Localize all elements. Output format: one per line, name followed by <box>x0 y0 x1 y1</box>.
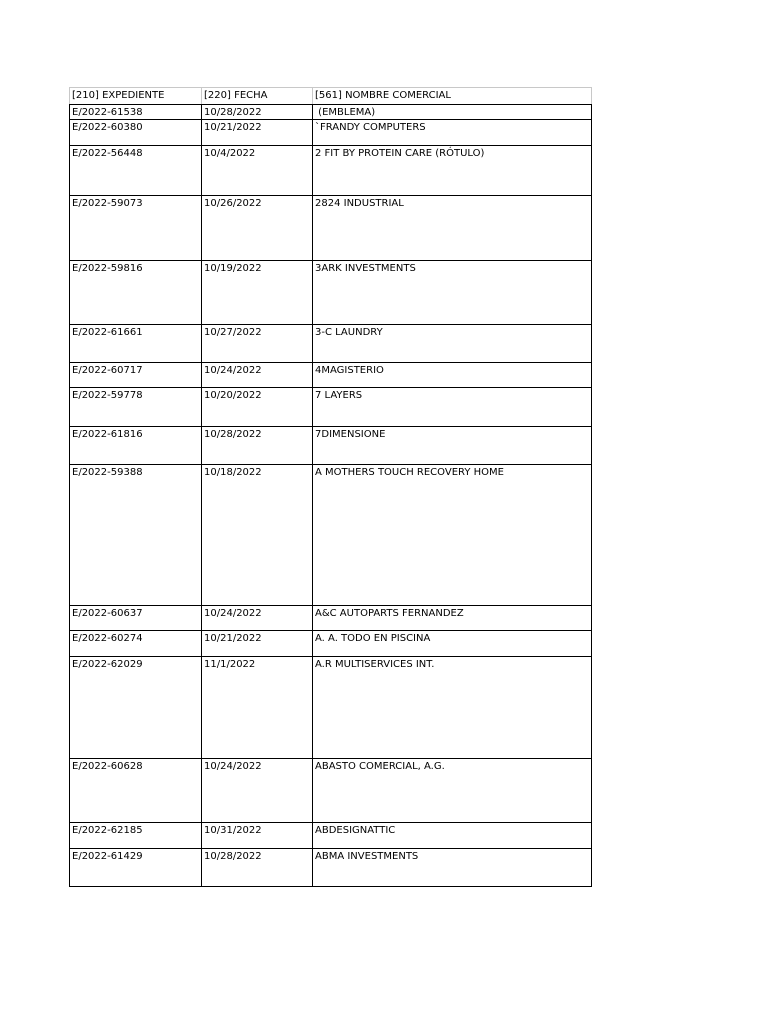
cell-nombre: ABDESIGNATTIC <box>313 823 592 849</box>
cell-expediente: E/2022-56448 <box>70 146 202 196</box>
table-header-row <box>70 88 592 105</box>
cell-fecha: 10/24/2022 <box>202 363 313 388</box>
table-row <box>70 196 592 261</box>
table-row <box>70 261 592 325</box>
header-fecha: [220] FECHA <box>202 88 313 105</box>
table-row <box>70 465 592 606</box>
cell-nombre: 4MAGISTERIO <box>313 363 592 388</box>
cell-fecha: 10/28/2022 <box>202 427 313 465</box>
cell-nombre: ABMA INVESTMENTS <box>313 849 592 887</box>
trademark-registry-table <box>69 87 592 887</box>
cell-fecha: 10/20/2022 <box>202 388 313 427</box>
cell-expediente: E/2022-62029 <box>70 657 202 759</box>
cell-nombre: ABASTO COMERCIAL, A.G. <box>313 759 592 823</box>
table-row <box>70 120 592 146</box>
cell-expediente: E/2022-60274 <box>70 631 202 657</box>
cell-expediente: E/2022-59778 <box>70 388 202 427</box>
cell-fecha: 10/19/2022 <box>202 261 313 325</box>
cell-fecha: 10/21/2022 <box>202 631 313 657</box>
cell-expediente: E/2022-61538 <box>70 105 202 120</box>
cell-nombre: 7 LAYERS <box>313 388 592 427</box>
cell-fecha: 10/24/2022 <box>202 759 313 823</box>
cell-nombre: A&C AUTOPARTS FERNANDEZ <box>313 606 592 631</box>
table-row <box>70 606 592 631</box>
cell-expediente: E/2022-62185 <box>70 823 202 849</box>
cell-nombre: (EMBLEMA) <box>313 105 592 120</box>
cell-nombre: 7DIMENSIONE <box>313 427 592 465</box>
cell-expediente: E/2022-61661 <box>70 325 202 363</box>
table-row <box>70 849 592 887</box>
cell-expediente: E/2022-61429 <box>70 849 202 887</box>
cell-expediente: E/2022-59073 <box>70 196 202 261</box>
cell-fecha: 11/1/2022 <box>202 657 313 759</box>
cell-nombre: 3-C LAUNDRY <box>313 325 592 363</box>
cell-nombre: A MOTHERS TOUCH RECOVERY HOME <box>313 465 592 606</box>
cell-fecha: 10/21/2022 <box>202 120 313 146</box>
cell-nombre: A.R MULTISERVICES INT. <box>313 657 592 759</box>
cell-fecha: 10/31/2022 <box>202 823 313 849</box>
table-row <box>70 325 592 363</box>
cell-fecha: 10/26/2022 <box>202 196 313 261</box>
header-nombre-comercial: [561] NOMBRE COMERCIAL <box>313 88 592 105</box>
table-row <box>70 759 592 823</box>
cell-nombre: 3ARK INVESTMENTS <box>313 261 592 325</box>
table-row <box>70 657 592 759</box>
cell-nombre: `FRANDY COMPUTERS <box>313 120 592 146</box>
cell-nombre: 2824 INDUSTRIAL <box>313 196 592 261</box>
cell-fecha: 10/4/2022 <box>202 146 313 196</box>
cell-expediente: E/2022-60628 <box>70 759 202 823</box>
cell-expediente: E/2022-60717 <box>70 363 202 388</box>
cell-fecha: 10/28/2022 <box>202 105 313 120</box>
table-row <box>70 146 592 196</box>
table-row <box>70 388 592 427</box>
cell-fecha: 10/18/2022 <box>202 465 313 606</box>
cell-fecha: 10/24/2022 <box>202 606 313 631</box>
cell-expediente: E/2022-60637 <box>70 606 202 631</box>
table-row <box>70 363 592 388</box>
cell-expediente: E/2022-60380 <box>70 120 202 146</box>
cell-expediente: E/2022-61816 <box>70 427 202 465</box>
cell-fecha: 10/27/2022 <box>202 325 313 363</box>
table-row <box>70 823 592 849</box>
cell-fecha: 10/28/2022 <box>202 849 313 887</box>
cell-nombre: 2 FIT BY PROTEIN CARE (RÓTULO) <box>313 146 592 196</box>
table-row <box>70 427 592 465</box>
table-row <box>70 631 592 657</box>
cell-expediente: E/2022-59816 <box>70 261 202 325</box>
cell-expediente: E/2022-59388 <box>70 465 202 606</box>
cell-nombre: A. A. TODO EN PISCINA <box>313 631 592 657</box>
header-expediente: [210] EXPEDIENTE <box>70 88 202 105</box>
table-row <box>70 105 592 120</box>
